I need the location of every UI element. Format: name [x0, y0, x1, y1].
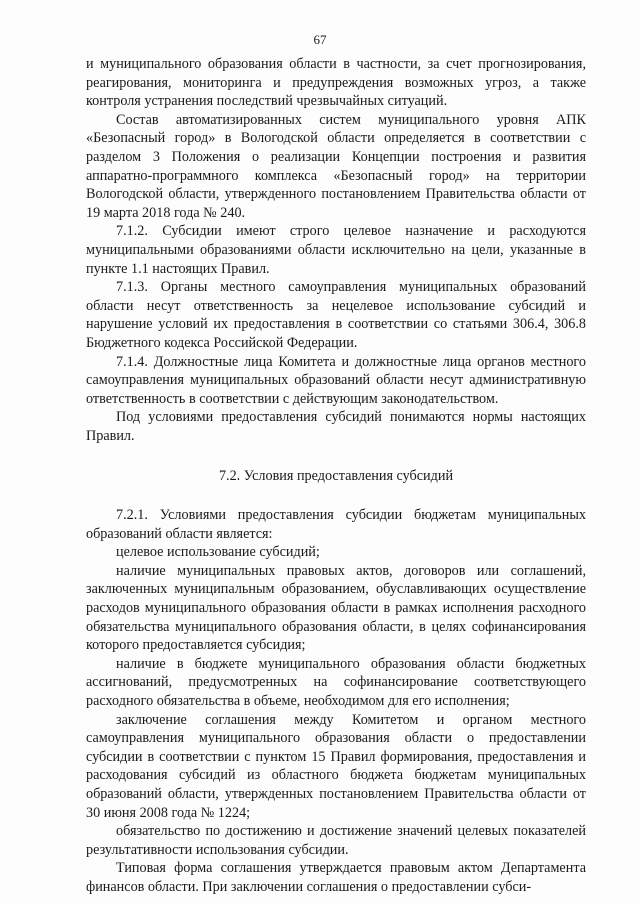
paragraph-conditions-definition: Под условиями предоставления субсидий понимаются нормы настоящих Правил.	[86, 409, 586, 444]
page-number: 67	[313, 32, 327, 47]
paragraph-continuation: и муниципального образования области в частности, за счет прогнозирования, реагирования, мониторинга и предупреждения возможных угроз, а также контроля устранения последствий чрезвычайных ситуаций.	[86, 56, 586, 110]
condition-item-targeted-use: целевое использование субсидий;	[116, 544, 320, 561]
condition-item-budget-allocations: наличие в бюджете муниципального образования области бюджетных ассигнований, предусмотренных на софинансирование соответствующего расходного обязательства в объеме, необходимом для его исполнения;	[86, 655, 586, 709]
paragraph-7-1-3: 7.1.3. Органы местного самоуправления муниципальных образований области несут ответственность за нецелевое использование субсидий и нарушение условий их предоставления в соответствии со статьями 306.4, 306.8 Бюджетного кодекса Российской Федерации.	[86, 279, 586, 351]
condition-item-indicators: обязательство по достижению и достижение значений целевых показателей результативности использования субсидии.	[86, 823, 586, 858]
paragraph-7-1-2: 7.1.2. Субсидии имеют строго целевое назначение и расходуются муниципальными образованиями области исключительно на цели, указанные в пункте 1.1 настоящих Правил.	[86, 223, 586, 277]
section-heading-7-2: 7.2. Условия предоставления субсидий	[218, 468, 454, 485]
paragraph-7-2-1: 7.2.1. Условиями предоставления субсидии бюджетам муниципальных образований области является:	[86, 507, 586, 542]
paragraph-apk-composition: Состав автоматизированных систем муниципального уровня АПК «Безопасный город» в Вологодской области определяется в соответствии с разделом 3 Положения о реализации Концепции построения и развития аппаратно-программного комплекса «Безопасный город» на территории Вологодской области, утвержденного постановлением Правительства области от 19 марта 2018 года № 240.	[86, 111, 586, 221]
document-body	[86, 55, 586, 897]
condition-item-agreement: заключение соглашения между Комитетом и органом местного самоуправления муниципального образования области о предоставлении субсидии в соответствии с пунктом 15 Правил формирования, предоставления и расходования субсидий из областного бюджета бюджетам муниципальных образований области, утвержденных постановлением Правительства области от 30 июня 2008 года № 1224;	[86, 711, 586, 821]
condition-item-legal-acts: наличие муниципальных правовых актов, договоров или соглашений, заключенных муниципальным образованием, обуславливающих осуществление расходов муниципального образования области в рамках исполнения расходного обязательства муниципального образования области, в целях софинансирования которого предоставляется субсидия;	[86, 562, 586, 654]
paragraph-7-1-4: 7.1.4. Должностные лица Комитета и должностные лица органов местного самоуправления муниципальных образований области несут административную ответственность в соответствии с действующим законодательством.	[86, 353, 586, 407]
paragraph-agreement-form: Типовая форма соглашения утверждается правовым актом Департамента финансов области. При заключении соглашения о предоставлении субси-	[86, 860, 586, 895]
